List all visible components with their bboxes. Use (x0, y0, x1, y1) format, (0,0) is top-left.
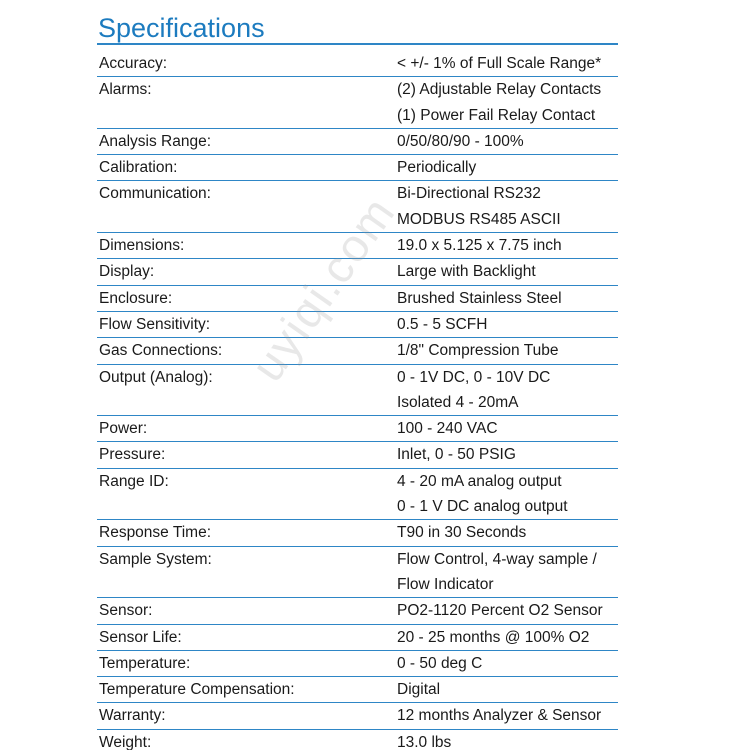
spec-row (97, 547, 618, 599)
spec-label: Weight: (99, 733, 152, 750)
spec-value: 19.0 x 5.125 x 7.75 inch (397, 237, 562, 255)
spec-value: Inlet, 0 - 50 PSIG (397, 446, 516, 464)
spec-label: Sample System: (99, 550, 212, 568)
spec-values (397, 730, 618, 750)
spec-label: Accuracy: (99, 55, 168, 72)
spec-values (397, 651, 618, 676)
spec-row (97, 155, 618, 181)
spec-value: 20 - 25 months @ 100% O2 (397, 628, 590, 646)
spec-values (397, 155, 618, 180)
spec-row (97, 598, 618, 624)
spec-value: MODBUS RS485 ASCII (397, 210, 561, 228)
spec-values (397, 338, 618, 363)
spec-row (97, 677, 618, 703)
spec-value: Brushed Stainless Steel (397, 289, 562, 307)
spec-values (397, 312, 618, 337)
spec-row (97, 416, 618, 442)
spec-label: Communication: (99, 185, 211, 203)
spec-value: Bi-Directional RS232 (397, 185, 541, 203)
spec-value: Flow Control, 4-way sample / (397, 550, 597, 568)
spec-row (97, 338, 618, 364)
spec-values (397, 416, 618, 441)
spec-value: 12 months Analyzer & Sensor (397, 707, 602, 725)
spec-value: Flow Indicator (397, 575, 494, 593)
spec-value: T90 in 30 Seconds (397, 524, 527, 542)
spec-value: < +/- 1% of Full Scale Range* (397, 55, 602, 72)
spec-value: Large with Backlight (397, 263, 536, 281)
spec-label: Sensor: (99, 602, 153, 620)
spec-value: 0.5 - 5 SCFH (397, 315, 488, 333)
spec-label: Pressure: (99, 446, 166, 464)
watermark: uyiqi.com (240, 186, 406, 391)
spec-label: Dimensions: (99, 237, 185, 255)
spec-label: Flow Sensitivity: (99, 315, 211, 333)
spec-values (397, 703, 618, 728)
spec-value: (2) Adjustable Relay Contacts (397, 81, 602, 99)
spec-row (97, 365, 618, 417)
spec-values (397, 259, 618, 284)
spec-value: 4 - 20 mA analog output (397, 472, 562, 490)
spec-row (97, 259, 618, 285)
spec-label: Calibration: (99, 159, 178, 177)
spec-values (397, 547, 618, 598)
spec-value: 0 - 1 V DC analog output (397, 498, 568, 516)
spec-row (97, 77, 618, 129)
spec-label: Warranty: (99, 707, 166, 725)
spec-row (97, 703, 618, 729)
spec-value: (1) Power Fail Relay Contact (397, 106, 596, 124)
spec-value: Periodically (397, 159, 477, 177)
spec-value: 0/50/80/90 - 100% (397, 132, 524, 150)
spec-values (397, 77, 618, 128)
spec-values (397, 469, 618, 520)
spec-row (97, 730, 618, 750)
spec-values (397, 286, 618, 311)
spec-label: Display: (99, 263, 155, 281)
spec-label: Gas Connections: (99, 342, 223, 360)
spec-value: 1/8" Compression Tube (397, 342, 559, 360)
spec-values (397, 233, 618, 258)
spec-label: Response Time: (99, 524, 211, 542)
spec-value: Digital (397, 681, 441, 699)
spec-value: 0 - 1V DC, 0 - 10V DC (397, 368, 551, 386)
spec-values (397, 129, 618, 154)
spec-row (97, 442, 618, 468)
spec-row (97, 469, 618, 521)
spec-row (97, 181, 618, 233)
spec-label: Sensor Life: (99, 628, 182, 646)
spec-values (397, 520, 618, 545)
spec-label: Output (Analog): (99, 368, 213, 386)
spec-values (397, 181, 618, 232)
spec-row (97, 233, 618, 259)
spec-row (97, 520, 618, 546)
spec-values (397, 598, 618, 623)
spec-row (97, 625, 618, 651)
spec-value: Isolated 4 - 20mA (397, 393, 519, 411)
specifications-table (97, 51, 618, 750)
spec-values (397, 677, 618, 702)
spec-values (397, 365, 618, 416)
spec-label: Power: (99, 420, 148, 438)
spec-values (397, 51, 618, 76)
spec-label: Enclosure: (99, 289, 173, 307)
spec-label: Temperature: (99, 654, 191, 672)
spec-values (397, 625, 618, 650)
spec-row (97, 312, 618, 338)
spec-value: PO2-1120 Percent O2 Sensor (397, 602, 603, 620)
spec-label: Analysis Range: (99, 132, 212, 150)
spec-row (97, 129, 618, 155)
spec-value: 100 - 240 VAC (397, 420, 498, 438)
spec-value: 0 - 50 deg C (397, 654, 483, 672)
spec-values (397, 442, 618, 467)
spec-row (97, 286, 618, 312)
page-title: Specifications (98, 13, 265, 43)
spec-label: Temperature Compensation: (99, 681, 295, 699)
spec-row (97, 51, 618, 77)
spec-label: Alarms: (99, 81, 152, 99)
spec-row (97, 651, 618, 677)
spec-value: 13.0 lbs (397, 733, 452, 750)
title-divider (97, 43, 618, 45)
spec-label: Range ID: (99, 472, 169, 490)
